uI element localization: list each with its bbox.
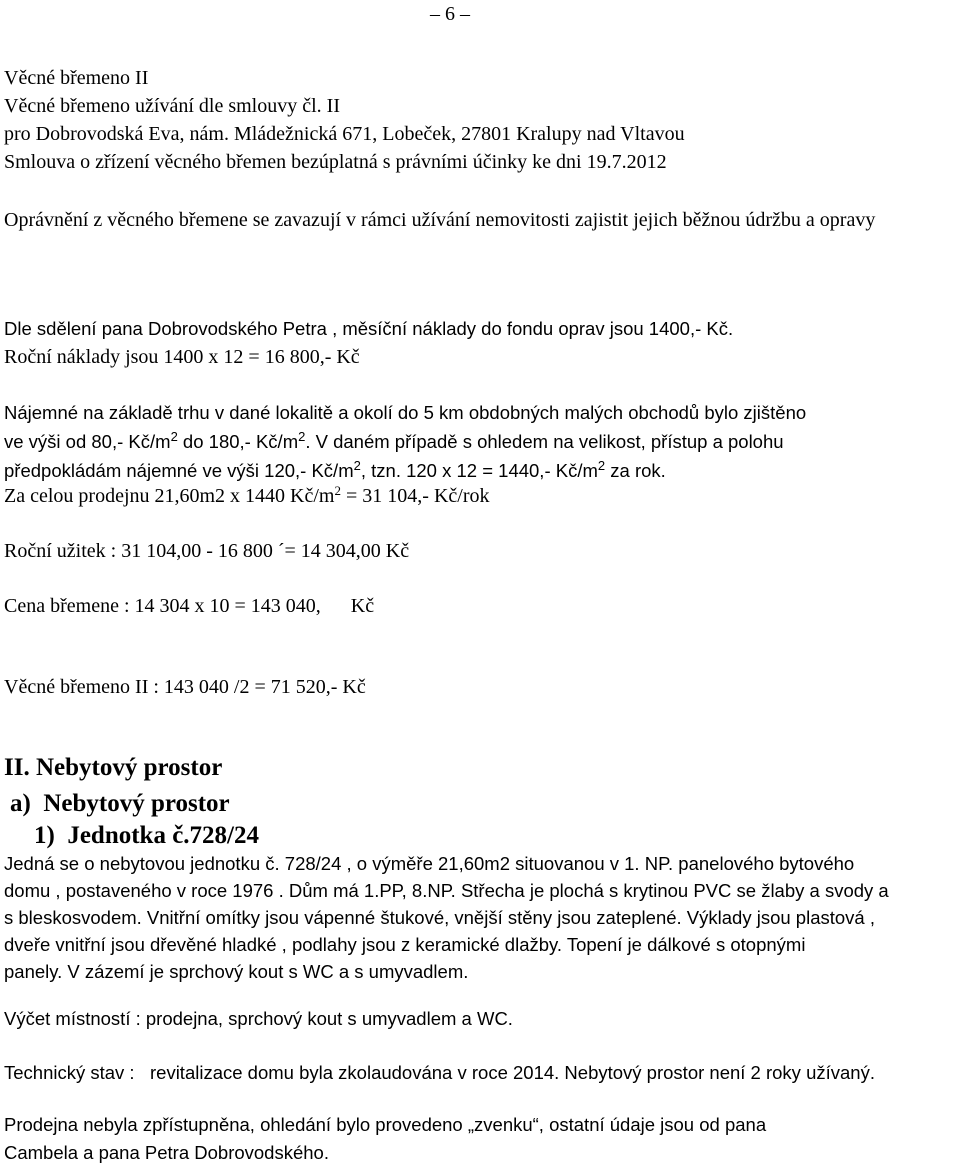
easement-agreement: Smlouva o zřízení věcného břemen bezúplatná s právními účinky ke dni 19.7.2012 bbox=[4, 151, 667, 173]
rent-line-2: ve výši od 80,- $Kč/m^2$ do 180,- $Kč/m^2$. V daném případě s ohledem na velikost, přístup a polohu bbox=[4, 429, 784, 452]
rent-line-1: Nájemné na základě trhu v dané lokalitě a okolí do 5 km obdobných malých obchodů bylo zjištěno bbox=[4, 402, 807, 423]
rooms-list: Výčet místností : prodejna, sprchový kout s umyvadlem a WC. bbox=[4, 1008, 513, 1029]
page-number: – 6 – bbox=[430, 3, 470, 25]
easement-header bbox=[4, 64, 954, 176]
monthly-costs: Dle sdělení pana Dobrovodského Petra , měsíční náklady do fondu oprav jsou 1400,- Kč. bbox=[4, 318, 734, 339]
easement-title: Věcné břemeno II bbox=[4, 67, 149, 89]
unit-description: Jedná se o nebytovou jednotku č. 728/24 , o výměře 21,60m2 situovanou v 1. NP. panelového bytového domu , postaveného v roce 1976 . Dům má 1.PP, 8.NP. Střecha je plochá s krytinou PVC se žlaby a svody a s bleskosvodem. Vnitřní omítky jsou vápenné štukové, vnější stěny jsou zateplené. Výklady jsou plastová , dveře vnitřní jsou dřevěné hladké , podlahy jsou z keramické dlažby. Topení je dálkové s otopnými panely. V zázemí je sprchový kout s WC a s umyvadlem. bbox=[4, 853, 889, 982]
unit-heading: 1) Jednotka č.728/24 bbox=[34, 822, 259, 849]
annual-costs-block bbox=[4, 343, 954, 371]
closing-note: Prodejna nebyla zpřístupněna, ohledání bylo provedeno „zvenku“, ostatní údaje jsou od pana Cambela a pana Petra Dobrovodského. bbox=[4, 1114, 767, 1163]
rent-paragraph bbox=[4, 398, 954, 485]
costs-block bbox=[4, 315, 954, 343]
annual-costs: Roční náklady jsou 1400 x 12 = 16 800,- Kč bbox=[4, 346, 360, 368]
section-heading: II. Nebytový prostor bbox=[4, 754, 223, 781]
annual-benefit: Roční užitek : 31 104,00 - 16 800 ´= 14 304,00 Kč bbox=[4, 540, 410, 562]
easement-obligation: Oprávnění z věcného břemene se zavazují v rámci užívání nemovitosti zajistit jejich běžnou údržbu a opravy bbox=[4, 209, 876, 231]
easement-contract: Věcné břemeno užívání dle smlouvy čl. II bbox=[4, 95, 340, 117]
rent-total: Za celou prodejnu 21,60m2 x 1440 $Kč/m^2 = 31$ 104,- Kč/rok bbox=[4, 483, 490, 507]
easement-result: Věcné břemeno II : 143 040 /2 = 71 520,- Kč bbox=[4, 676, 366, 698]
easement-party: pro Dobrovodská Eva, nám. Mládežnická 671, Lobeček, 27801 Kralupy nad Vltavou bbox=[4, 123, 685, 145]
burden-price: Cena břemene : 14 304 x 10 = 143 040, Kč bbox=[4, 595, 375, 617]
subsection-heading: a) Nebytový prostor bbox=[10, 790, 230, 817]
technical-state: Technický stav : revitalizace domu byla zkolaudována v roce 2014. Nebytový prostor není 2 roky užívaný. bbox=[4, 1062, 875, 1083]
rent-line-3: předpokládám nájemné ve výši 120,- $Kč/m^2$, tzn. 120 x 12 = 1440,- $Kč/m^2$ za rok. bbox=[4, 458, 666, 481]
